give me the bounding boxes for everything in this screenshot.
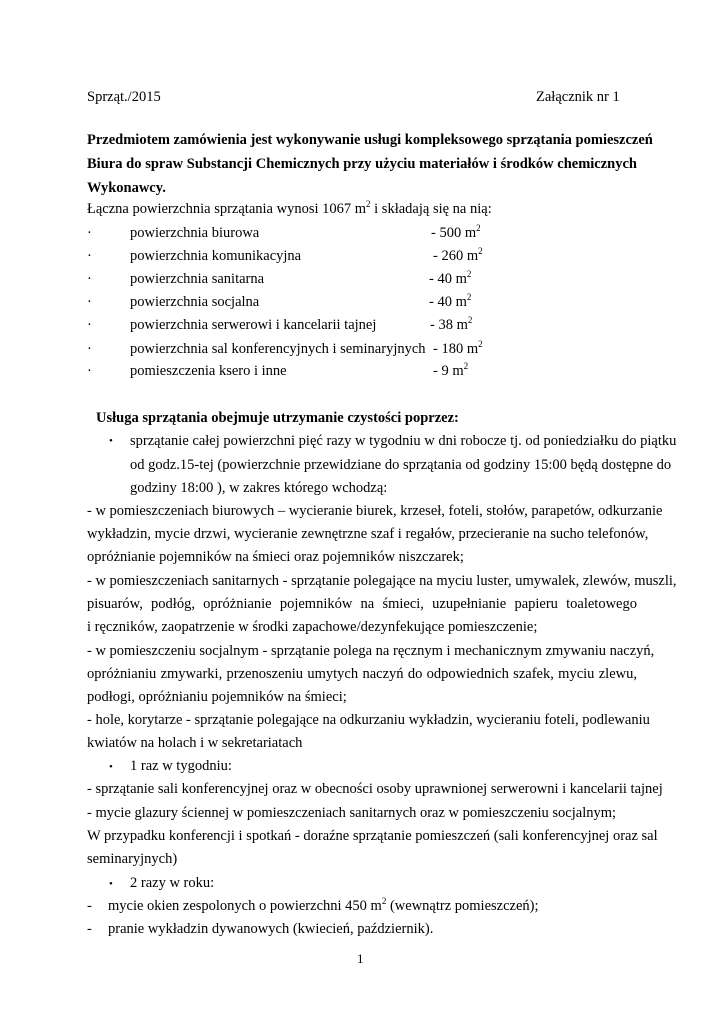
service-heading: Usługa sprzątania obejmuje utrzymanie czystości poprzez: — [96, 410, 459, 426]
list-bullet: · — [87, 294, 92, 310]
area-value: - 40 $m^2$ — [429, 269, 472, 287]
page-number: 1 — [357, 951, 364, 966]
bullet-icon: • — [109, 761, 113, 773]
paragraph-line: - w pomieszczeniu socjalnym - sprzątanie polega na ręcznym i mechanicznym zmywaniu naczyń, — [87, 643, 655, 659]
area-value: - 180 $m^2$ — [433, 339, 483, 357]
intro-line-1: Przedmiotem zamówienia jest wykonywanie usługi kompleksowego sprzątania pomieszczeń — [87, 132, 653, 148]
area-label: powierzchnia socjalna — [130, 294, 260, 310]
list-dash: - — [87, 898, 92, 914]
intro-line-2: Biura do spraw Substancji Chemicznych przy użyciu materiałów i środków chemicznych — [87, 156, 637, 172]
area-value: - 40 $m^2$ — [429, 292, 472, 310]
total-area: Łączna powierzchnia sprzątania wynosi 1067 $m^2$ i składają się na nią: — [87, 199, 492, 217]
paragraph-line: - hole, korytarze - sprzątanie polegające na odkurzaniu wykładzin, wycieraniu foteli, podlewaniu — [87, 712, 650, 728]
daily-line-3: godziny 18:00 ), w zakres którego wchodzą: — [130, 480, 388, 496]
daily-line-1: sprzątanie całej powierzchni pięć razy w tygodniu w dni robocze tj. od poniedziałku do piątku — [130, 433, 677, 449]
area-label: powierzchnia biurowa — [130, 225, 260, 241]
yearly-item: pranie wykładzin dywanowych (kwiecień, październik). — [108, 921, 434, 937]
weekly-line: - mycie glazury ściennej w pomieszczeniach sanitarnych oraz w pomieszczeniu socjalnym; — [87, 805, 617, 821]
area-label: powierzchnia sanitarna — [130, 271, 265, 287]
area-label: pomieszczenia ksero i inne — [130, 363, 287, 379]
document-reference: Sprząt./2015 — [87, 89, 161, 105]
yearly-label: 2 razy w roku: — [130, 875, 215, 891]
area-value: - 9 $m^2$ — [433, 361, 469, 379]
paragraph-line: kwiatów na holach i w sekretariatach — [87, 735, 303, 751]
area-value: - 260 $m^2$ — [433, 246, 483, 264]
paragraph-line: - w pomieszczeniach sanitarnych - sprzątanie polegające na myciu luster, umywalek, zlewów, muszli, — [87, 573, 677, 589]
area-label: powierzchnia serwerowi i kancelarii tajnej — [130, 317, 377, 333]
list-bullet: · — [87, 317, 92, 333]
yearly-item: mycie okien zespolonych o powierzchni 450 $m^2$ (wewnątrz pomieszczeń); — [108, 896, 539, 914]
paragraph-line: - w pomieszczeniach biurowych – wycieranie biurek, krzeseł, foteli, stołów, parapetów, odkurzanie — [87, 503, 663, 519]
intro-line-3: Wykonawcy. — [87, 180, 166, 196]
attachment-label: Załącznik nr 1 — [536, 89, 620, 105]
list-bullet: · — [87, 225, 92, 241]
paragraph-line: wykładzin, mycie drzwi, wycieranie zewnętrzne szaf i regałów, przecieranie na sucho telefonów, — [87, 526, 649, 542]
paragraph-line: i ręczników, zaopatrzenie w środki zapachowe/dezynfekujące pomieszczenie; — [87, 619, 538, 635]
weekly-line: seminaryjnych) — [87, 851, 178, 867]
weekly-line: W przypadku konferencji i spotkań - doraźne sprzątanie pomieszczeń (sali konferencyjnej oraz sal — [87, 828, 658, 844]
area-value: - 38 $m^2$ — [430, 315, 473, 333]
weekly-line: - sprzątanie sali konferencyjnej oraz w obecności osoby uprawnionej serwerowni i kancelarii tajnej — [87, 781, 663, 797]
list-dash: - — [87, 921, 92, 937]
list-bullet: · — [87, 363, 92, 379]
paragraph-line: pisuarów, podłóg, opróżnianie pojemników na śmieci, uzupełnianie papieru toaletowego — [87, 596, 637, 612]
area-label: powierzchnia sal konferencyjnych i seminaryjnych — [130, 341, 426, 357]
list-bullet: · — [87, 271, 92, 287]
list-bullet: · — [87, 341, 92, 357]
area-value: - 500 $m^2$ — [431, 223, 481, 241]
paragraph-line: opróżnianiu zmywarki, przenoszeniu umytych naczyń do odpowiednich szafek, myciu zlewu, — [87, 666, 637, 682]
paragraph-line: podłogi, opróżnianiu pojemników na śmieci; — [87, 689, 347, 705]
bullet-icon: • — [109, 878, 113, 890]
daily-line-2: od godz.15-tej (powierzchnie przewidziane do sprzątania od godziny 15:00 będą dostępne do — [130, 457, 672, 473]
bullet-icon: • — [109, 435, 113, 447]
paragraph-line: opróżnianie pojemników na śmieci oraz pojemników niszczarek; — [87, 549, 464, 565]
area-label: powierzchnia komunikacyjna — [130, 248, 302, 264]
list-bullet: · — [87, 248, 92, 264]
weekly-label: 1 raz w tygodniu: — [130, 758, 232, 774]
